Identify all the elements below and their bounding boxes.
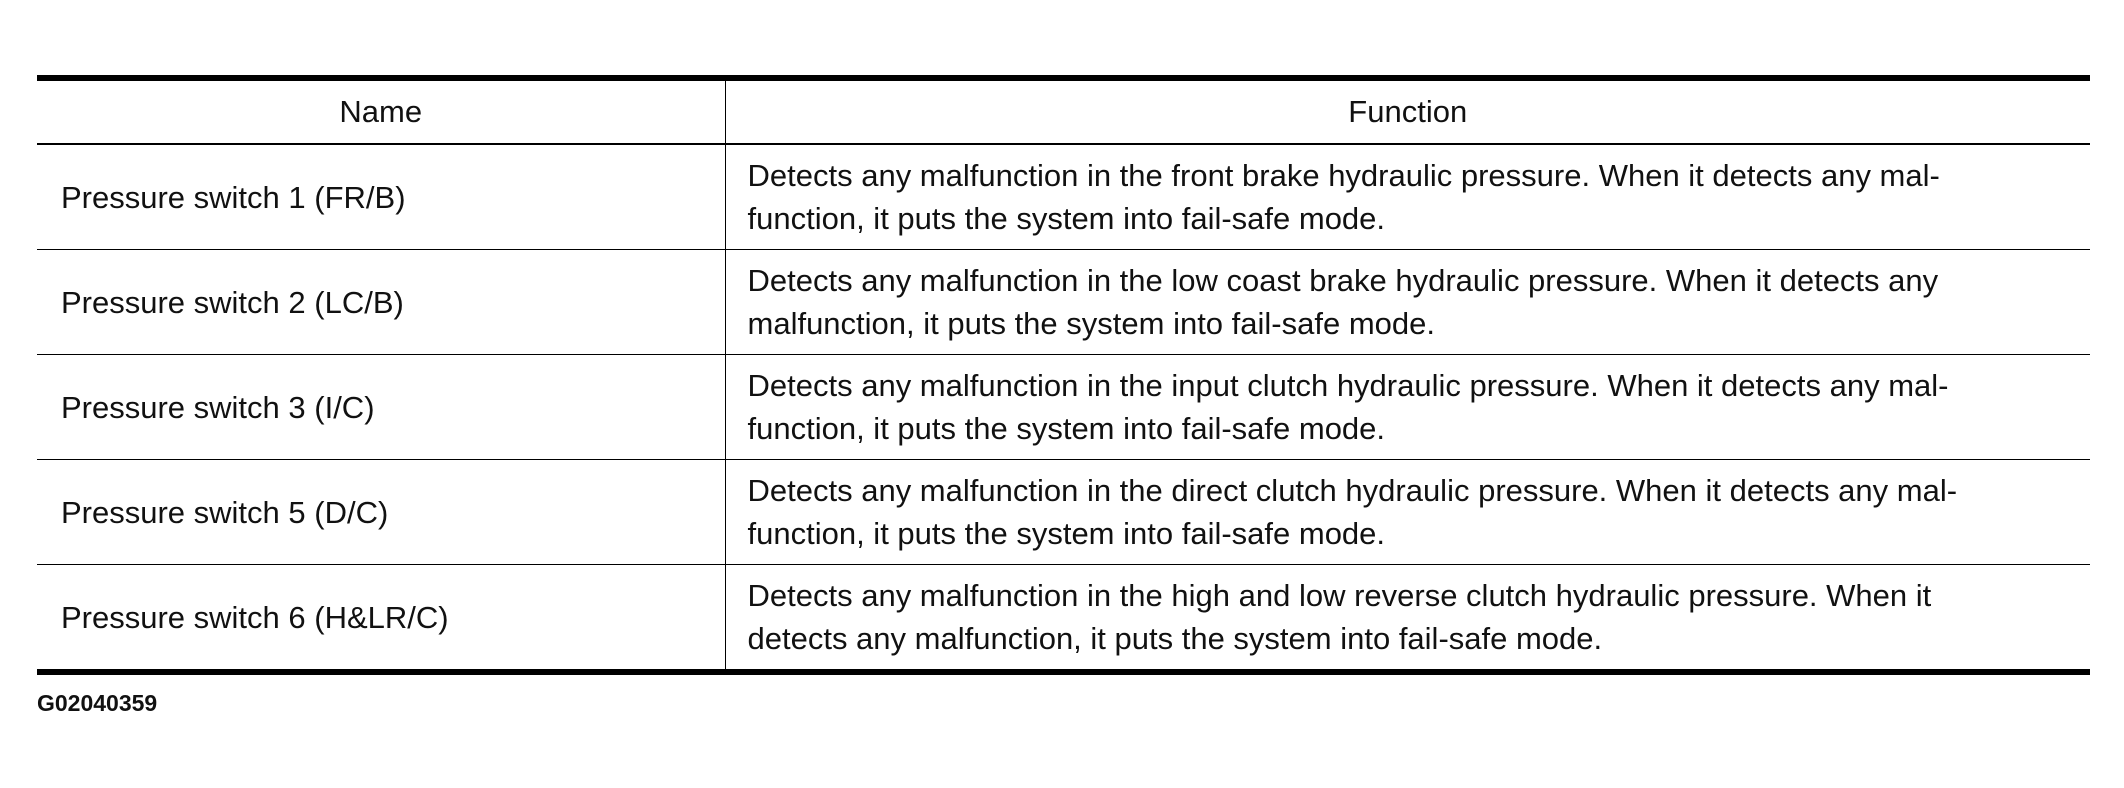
- function-cell: [725, 144, 2090, 250]
- table-row: [37, 144, 2090, 250]
- table-row: [37, 355, 2090, 460]
- function-text-line: malfunction, it puts the system into fail-safe mode.: [747, 306, 1435, 341]
- switch-name-cell: Pressure switch 6 (H&LR/C): [37, 565, 725, 673]
- pressure-switch-table: [37, 75, 2090, 675]
- function-text-line: detects any malfunction, it puts the system into fail-safe mode.: [747, 621, 1603, 656]
- function-cell: [725, 250, 2090, 355]
- function-text-line: Detects any malfunction in the high and low reverse clutch hydraulic pressure. When it: [747, 578, 1932, 613]
- function-text-line: function, it puts the system into fail-safe mode.: [747, 201, 1386, 236]
- function-cell: [725, 565, 2090, 673]
- function-text-line: Detects any malfunction in the input clutch hydraulic pressure. When it detects any mal-: [747, 368, 1949, 403]
- table-row: [37, 565, 2090, 673]
- table-row: [37, 250, 2090, 355]
- function-text-line: Detects any malfunction in the front brake hydraulic pressure. When it detects any mal-: [747, 158, 1940, 193]
- switch-name-cell: Pressure switch 5 (D/C): [37, 460, 725, 565]
- function-text-line: function, it puts the system into fail-safe mode.: [747, 516, 1386, 551]
- switch-name-cell: Pressure switch 3 (I/C): [37, 355, 725, 460]
- switch-name-cell: Pressure switch 2 (LC/B): [37, 250, 725, 355]
- function-text-line: Detects any malfunction in the low coast brake hydraulic pressure. When it detects any: [747, 263, 1939, 298]
- function-cell: [725, 355, 2090, 460]
- table-header-row: [37, 78, 2090, 144]
- column-header-function: Function: [725, 78, 2090, 144]
- function-text-line: function, it puts the system into fail-safe mode.: [747, 411, 1386, 446]
- figure-id-label: G02040359: [37, 690, 158, 716]
- switch-name-cell: Pressure switch 1 (FR/B): [37, 144, 725, 250]
- column-header-name: Name: [37, 78, 725, 144]
- function-cell: [725, 460, 2090, 565]
- table-row: [37, 460, 2090, 565]
- function-text-line: Detects any malfunction in the direct clutch hydraulic pressure. When it detects any mal-: [747, 473, 1958, 508]
